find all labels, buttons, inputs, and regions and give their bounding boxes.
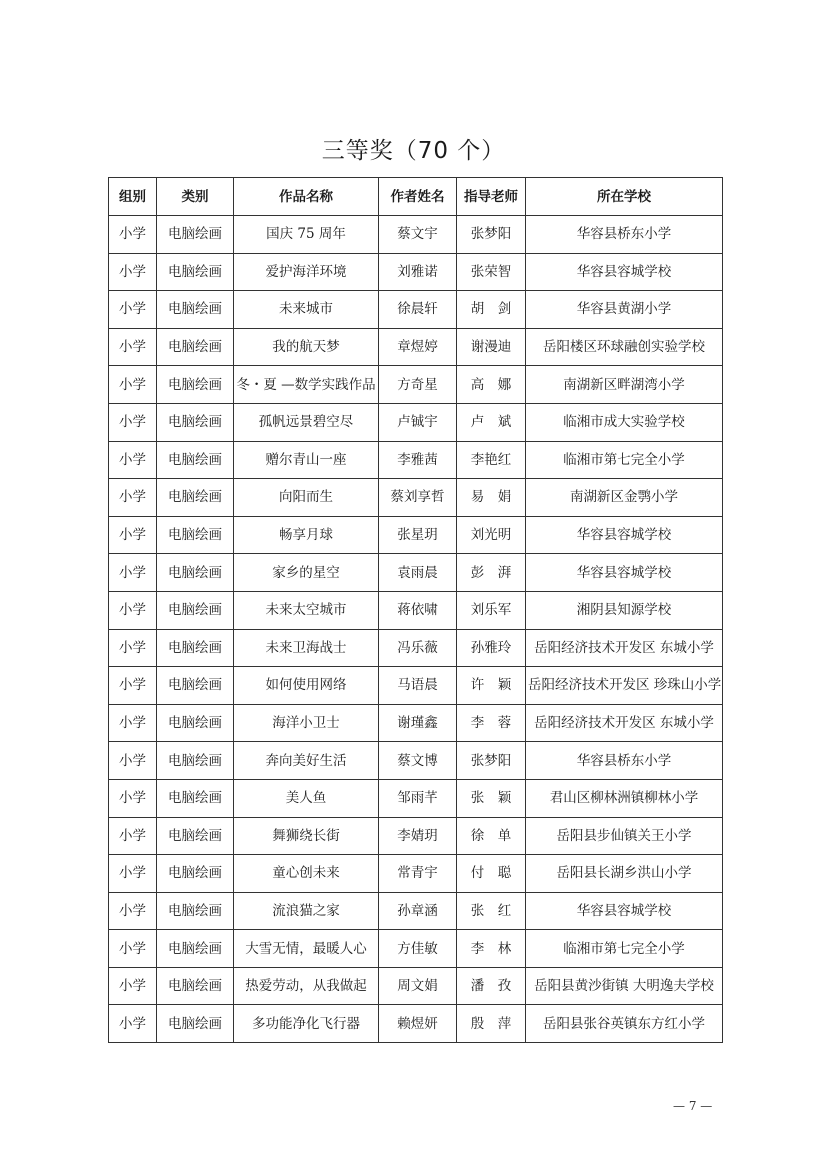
cell-school: 华容县容城学校	[526, 253, 723, 291]
table-header	[109, 178, 723, 216]
cell-advisor: 刘光明	[457, 516, 526, 554]
cell-category: 电脑绘画	[157, 667, 234, 705]
cell-author: 卢铖宇	[379, 403, 457, 441]
cell-work-title: 我的航天梦	[234, 328, 379, 366]
table-row	[109, 291, 723, 329]
cell-school: 华容县容城学校	[526, 554, 723, 592]
cell-group: 小学	[109, 516, 157, 554]
cell-group: 小学	[109, 930, 157, 968]
cell-category: 电脑绘画	[157, 591, 234, 629]
cell-author: 徐晨轩	[379, 291, 457, 329]
cell-group: 小学	[109, 366, 157, 404]
cell-group: 小学	[109, 629, 157, 667]
page-title: 三等奖（70 个）	[321, 138, 506, 165]
cell-author: 常青宇	[379, 855, 457, 893]
cell-group: 小学	[109, 253, 157, 291]
cell-group: 小学	[109, 667, 157, 705]
table-row	[109, 629, 723, 667]
cell-author: 周文娟	[379, 967, 457, 1005]
cell-school: 华容县桥东小学	[526, 216, 723, 254]
cell-advisor: 张 红	[457, 892, 526, 930]
cell-category: 电脑绘画	[157, 479, 234, 517]
cell-category: 电脑绘画	[157, 779, 234, 817]
table-row	[109, 930, 723, 968]
cell-school: 华容县容城学校	[526, 892, 723, 930]
cell-category: 电脑绘画	[157, 967, 234, 1005]
cell-work-title: 畅享月球	[234, 516, 379, 554]
cell-school: 南湖新区金鹗小学	[526, 479, 723, 517]
cell-author: 邹雨芊	[379, 779, 457, 817]
cell-author: 方奇星	[379, 366, 457, 404]
cell-advisor: 易 娟	[457, 479, 526, 517]
cell-category: 电脑绘画	[157, 629, 234, 667]
cell-author: 刘雅诺	[379, 253, 457, 291]
cell-author: 张星玥	[379, 516, 457, 554]
cell-group: 小学	[109, 1005, 157, 1043]
cell-category: 电脑绘画	[157, 704, 234, 742]
table-row	[109, 1005, 723, 1043]
cell-author: 赖煜妍	[379, 1005, 457, 1043]
cell-category: 电脑绘画	[157, 216, 234, 254]
table-row	[109, 817, 723, 855]
cell-work-title: 舞狮绕长街	[234, 817, 379, 855]
cell-category: 电脑绘画	[157, 554, 234, 592]
cell-category: 电脑绘画	[157, 930, 234, 968]
cell-author: 蔡刘享哲	[379, 479, 457, 517]
header-school: 所在学校	[526, 178, 723, 216]
cell-group: 小学	[109, 216, 157, 254]
cell-group: 小学	[109, 779, 157, 817]
cell-author: 蔡文宇	[379, 216, 457, 254]
header-row	[109, 178, 723, 216]
cell-author: 李婧玥	[379, 817, 457, 855]
table-row	[109, 779, 723, 817]
cell-author: 谢瑾鑫	[379, 704, 457, 742]
cell-category: 电脑绘画	[157, 291, 234, 329]
table-row	[109, 667, 723, 705]
cell-group: 小学	[109, 291, 157, 329]
cell-author: 袁雨晨	[379, 554, 457, 592]
cell-advisor: 彭 湃	[457, 554, 526, 592]
cell-group: 小学	[109, 704, 157, 742]
cell-category: 电脑绘画	[157, 516, 234, 554]
awards-table	[108, 177, 723, 1043]
cell-school: 岳阳县步仙镇关王小学	[526, 817, 723, 855]
cell-category: 电脑绘画	[157, 403, 234, 441]
cell-work-title: 未来太空城市	[234, 591, 379, 629]
cell-work-title: 流浪猫之家	[234, 892, 379, 930]
table-row	[109, 742, 723, 780]
cell-group: 小学	[109, 479, 157, 517]
cell-group: 小学	[109, 554, 157, 592]
cell-work-title: 奔向美好生活	[234, 742, 379, 780]
table-row	[109, 855, 723, 893]
cell-work-title: 美人鱼	[234, 779, 379, 817]
cell-advisor: 付 聪	[457, 855, 526, 893]
header-category: 类别	[157, 178, 234, 216]
cell-school: 岳阳县张谷英镇东方红小学	[526, 1005, 723, 1043]
cell-author: 冯乐薇	[379, 629, 457, 667]
header-advisor: 指导老师	[457, 178, 526, 216]
cell-group: 小学	[109, 855, 157, 893]
cell-group: 小学	[109, 967, 157, 1005]
table-row	[109, 403, 723, 441]
cell-advisor: 卢 斌	[457, 403, 526, 441]
cell-work-title: 国庆 75 周年	[234, 216, 379, 254]
cell-advisor: 胡 剑	[457, 291, 526, 329]
cell-group: 小学	[109, 591, 157, 629]
cell-group: 小学	[109, 817, 157, 855]
cell-school: 岳阳县黄沙街镇 大明逸夫学校	[526, 967, 723, 1005]
cell-school: 临湘市第七完全小学	[526, 441, 723, 479]
table-row	[109, 704, 723, 742]
table-row	[109, 967, 723, 1005]
cell-school: 南湖新区畔湖湾小学	[526, 366, 723, 404]
cell-work-title: 海洋小卫士	[234, 704, 379, 742]
page-number: — 7 —	[673, 1099, 713, 1113]
table-row	[109, 366, 723, 404]
table-row	[109, 216, 723, 254]
cell-work-title: 多功能净化飞行器	[234, 1005, 379, 1043]
cell-advisor: 孙雅玲	[457, 629, 526, 667]
cell-advisor: 张梦阳	[457, 216, 526, 254]
cell-advisor: 李艳红	[457, 441, 526, 479]
table-row	[109, 479, 723, 517]
cell-category: 电脑绘画	[157, 253, 234, 291]
cell-school: 华容县黄湖小学	[526, 291, 723, 329]
cell-category: 电脑绘画	[157, 892, 234, 930]
cell-advisor: 许 颖	[457, 667, 526, 705]
header-group: 组别	[109, 178, 157, 216]
cell-school: 岳阳楼区环球融创实验学校	[526, 328, 723, 366]
cell-author: 章煜婷	[379, 328, 457, 366]
cell-author: 方佳敏	[379, 930, 457, 968]
cell-work-title: 家乡的星空	[234, 554, 379, 592]
cell-advisor: 张梦阳	[457, 742, 526, 780]
table-body	[109, 216, 723, 1043]
cell-group: 小学	[109, 403, 157, 441]
cell-school: 岳阳经济技术开发区 东城小学	[526, 629, 723, 667]
cell-group: 小学	[109, 441, 157, 479]
cell-work-title: 向阳而生	[234, 479, 379, 517]
cell-category: 电脑绘画	[157, 1005, 234, 1043]
cell-advisor: 李 林	[457, 930, 526, 968]
cell-work-title: 冬・夏 —数学实践作品	[234, 366, 379, 404]
table-row	[109, 441, 723, 479]
cell-work-title: 爱护海洋环境	[234, 253, 379, 291]
cell-school: 临湘市成大实验学校	[526, 403, 723, 441]
cell-work-title: 孤帆远景碧空尽	[234, 403, 379, 441]
cell-school: 岳阳经济技术开发区 东城小学	[526, 704, 723, 742]
cell-group: 小学	[109, 328, 157, 366]
cell-school: 华容县桥东小学	[526, 742, 723, 780]
table-row	[109, 516, 723, 554]
cell-group: 小学	[109, 742, 157, 780]
cell-work-title: 如何使用网络	[234, 667, 379, 705]
cell-advisor: 殷 萍	[457, 1005, 526, 1043]
cell-work-title: 未来城市	[234, 291, 379, 329]
cell-advisor: 徐 单	[457, 817, 526, 855]
cell-work-title: 未来卫海战士	[234, 629, 379, 667]
cell-advisor: 潘 孜	[457, 967, 526, 1005]
cell-school: 湘阴县知源学校	[526, 591, 723, 629]
table-row	[109, 591, 723, 629]
cell-advisor: 张 颖	[457, 779, 526, 817]
cell-school: 君山区柳林洲镇柳林小学	[526, 779, 723, 817]
table-row	[109, 892, 723, 930]
cell-work-title: 赠尔青山一座	[234, 441, 379, 479]
cell-advisor: 高 娜	[457, 366, 526, 404]
cell-author: 马语晨	[379, 667, 457, 705]
cell-work-title: 大雪无情，最暖人心	[234, 930, 379, 968]
cell-work-title: 童心创未来	[234, 855, 379, 893]
cell-category: 电脑绘画	[157, 742, 234, 780]
cell-category: 电脑绘画	[157, 328, 234, 366]
cell-author: 蒋依啸	[379, 591, 457, 629]
cell-author: 孙章涵	[379, 892, 457, 930]
cell-school: 华容县容城学校	[526, 516, 723, 554]
cell-work-title: 热爱劳动，从我做起	[234, 967, 379, 1005]
table-row	[109, 253, 723, 291]
cell-author: 李雅茜	[379, 441, 457, 479]
cell-school: 岳阳县长湖乡洪山小学	[526, 855, 723, 893]
cell-author: 蔡文博	[379, 742, 457, 780]
cell-category: 电脑绘画	[157, 817, 234, 855]
header-work-title: 作品名称	[234, 178, 379, 216]
table-row	[109, 554, 723, 592]
cell-advisor: 李 蓉	[457, 704, 526, 742]
cell-group: 小学	[109, 892, 157, 930]
cell-category: 电脑绘画	[157, 855, 234, 893]
cell-advisor: 谢漫迪	[457, 328, 526, 366]
cell-advisor: 张荣智	[457, 253, 526, 291]
cell-category: 电脑绘画	[157, 366, 234, 404]
table-row	[109, 328, 723, 366]
cell-school: 岳阳经济技术开发区 珍珠山小学	[526, 667, 723, 705]
cell-advisor: 刘乐军	[457, 591, 526, 629]
header-author: 作者姓名	[379, 178, 457, 216]
cell-category: 电脑绘画	[157, 441, 234, 479]
cell-school: 临湘市第七完全小学	[526, 930, 723, 968]
